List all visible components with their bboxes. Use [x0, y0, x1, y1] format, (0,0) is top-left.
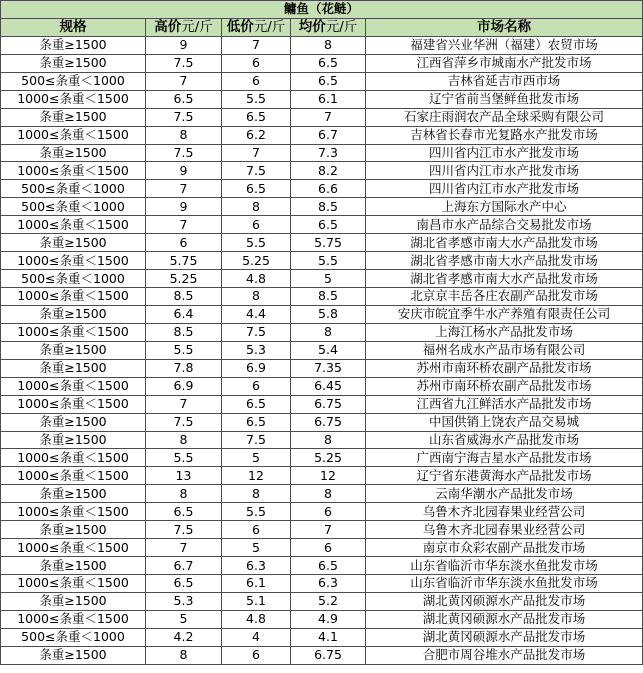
table-row [1, 359, 643, 377]
low-price-cell: 5 [222, 449, 291, 467]
low-price-cell: 5.3 [222, 341, 291, 359]
high-price-cell: 8 [146, 126, 222, 144]
spec-cell: 1000≤条重＜1500 [1, 288, 146, 306]
low-price-cell: 6 [222, 521, 291, 539]
high-price-cell: 7.5 [146, 413, 222, 431]
low-price-cell: 4 [222, 628, 291, 646]
low-price-cell: 6.2 [222, 126, 291, 144]
low-price-cell: 6 [222, 72, 291, 90]
spec-cell: 条重≥1500 [1, 234, 146, 252]
high-price-cell: 4.2 [146, 628, 222, 646]
table-row [1, 234, 643, 252]
high-price-cell: 5.5 [146, 341, 222, 359]
header-low-price-label: 低价 [226, 19, 254, 36]
avg-price-cell: 6 [291, 503, 366, 521]
header-market: 市场名称 [366, 18, 643, 36]
table-row [1, 305, 643, 323]
avg-price-cell: 6.75 [291, 413, 366, 431]
spec-cell: 1000≤条重＜1500 [1, 449, 146, 467]
high-price-cell: 9 [146, 162, 222, 180]
low-price-cell: 5.5 [222, 234, 291, 252]
low-price-cell: 6.5 [222, 108, 291, 126]
header-low-price [222, 18, 291, 36]
low-price-cell: 7 [222, 144, 291, 162]
high-price-cell: 8 [146, 485, 222, 503]
high-price-cell: 7.5 [146, 54, 222, 72]
table-row [1, 36, 643, 54]
market-name-cell: 合肥市周谷堆水产品批发市场 [366, 646, 643, 664]
header-high-price-label: 高价 [154, 19, 182, 36]
spec-cell: 500≤条重＜1000 [1, 198, 146, 216]
table-row [1, 485, 643, 503]
high-price-cell: 13 [146, 467, 222, 485]
market-name-cell: 湖北省孝感市南大水产品批发市场 [366, 270, 643, 288]
market-name-cell: 南昌市水产品综合交易批发市场 [366, 216, 643, 234]
spec-cell: 1000≤条重＜1500 [1, 377, 146, 395]
table-row [1, 180, 643, 198]
market-name-cell: 山东省临沂市华东淡水鱼批发市场 [366, 575, 643, 593]
title-row [1, 1, 643, 19]
avg-price-cell: 4.1 [291, 628, 366, 646]
high-price-cell: 5.75 [146, 252, 222, 270]
avg-price-cell: 8.2 [291, 162, 366, 180]
table-row [1, 431, 643, 449]
market-name-cell: 湖北黄冈硕源水产品批发市场 [366, 592, 643, 610]
low-price-cell: 6.9 [222, 359, 291, 377]
market-name-cell: 福州名成水产品市场有限公司 [366, 341, 643, 359]
avg-price-cell: 6.45 [291, 377, 366, 395]
low-price-cell: 12 [222, 467, 291, 485]
low-price-cell: 6.3 [222, 557, 291, 575]
spec-cell: 1000≤条重＜1500 [1, 575, 146, 593]
avg-price-cell: 5.5 [291, 252, 366, 270]
high-price-cell: 6.5 [146, 503, 222, 521]
low-price-cell: 5.5 [222, 90, 291, 108]
high-price-cell: 8 [146, 431, 222, 449]
header-avg-price-unit: 元/斤 [325, 19, 358, 36]
high-price-cell: 7.8 [146, 359, 222, 377]
spec-cell: 1000≤条重＜1500 [1, 503, 146, 521]
spec-cell: 1000≤条重＜1500 [1, 323, 146, 341]
header-low-price-unit: 元/斤 [253, 19, 286, 36]
market-name-cell: 江西省九江鲜活水产品批发市场 [366, 395, 643, 413]
market-name-cell: 苏州市南环桥农副产品批发市场 [366, 377, 643, 395]
market-name-cell: 中国供销上饶农产品交易城 [366, 413, 643, 431]
table-row [1, 503, 643, 521]
spec-cell: 500≤条重＜1000 [1, 270, 146, 288]
low-price-cell: 5 [222, 539, 291, 557]
spec-cell: 条重≥1500 [1, 646, 146, 664]
low-price-cell: 4.8 [222, 270, 291, 288]
spec-cell: 条重≥1500 [1, 36, 146, 54]
table-row [1, 646, 643, 664]
market-name-cell: 吉林省延吉市西市场 [366, 72, 643, 90]
high-price-cell: 5.3 [146, 592, 222, 610]
high-price-cell: 5.25 [146, 270, 222, 288]
low-price-cell: 7.5 [222, 323, 291, 341]
high-price-cell: 7.5 [146, 521, 222, 539]
low-price-cell: 7.5 [222, 162, 291, 180]
market-name-cell: 四川省内江市水产批发市场 [366, 180, 643, 198]
table-row [1, 323, 643, 341]
market-name-cell: 吉林省长春市光复路水产批发市场 [366, 126, 643, 144]
market-name-cell: 辽宁省前当堡鲜鱼批发市场 [366, 90, 643, 108]
table-row [1, 539, 643, 557]
market-name-cell: 广西南宁海吉星水产品批发市场 [366, 449, 643, 467]
table-row [1, 449, 643, 467]
table-row [1, 72, 643, 90]
low-price-cell: 6.5 [222, 395, 291, 413]
avg-price-cell: 7.3 [291, 144, 366, 162]
high-price-cell: 7 [146, 216, 222, 234]
market-name-cell: 湖北省孝感市南大水产品批发市场 [366, 234, 643, 252]
high-price-cell: 6.5 [146, 90, 222, 108]
spec-cell: 条重≥1500 [1, 359, 146, 377]
low-price-cell: 6 [222, 646, 291, 664]
market-name-cell: 辽宁省东港黄海水产品批发市场 [366, 467, 643, 485]
market-name-cell: 南京市众彩农副产品批发市场 [366, 539, 643, 557]
low-price-cell: 8 [222, 288, 291, 306]
header-avg-price [291, 18, 366, 36]
table-row [1, 216, 643, 234]
table-row [1, 628, 643, 646]
spec-cell: 条重≥1500 [1, 413, 146, 431]
avg-price-cell: 6.5 [291, 557, 366, 575]
avg-price-cell: 6.5 [291, 54, 366, 72]
high-price-cell: 6.5 [146, 575, 222, 593]
avg-price-cell: 7 [291, 521, 366, 539]
table-row [1, 90, 643, 108]
avg-price-cell: 8 [291, 323, 366, 341]
table-row [1, 413, 643, 431]
avg-price-cell: 5 [291, 270, 366, 288]
table-row [1, 54, 643, 72]
high-price-cell: 9 [146, 198, 222, 216]
low-price-cell: 5.5 [222, 503, 291, 521]
header-row [1, 18, 643, 36]
market-name-cell: 石家庄雨润农产品全球采购有限公司 [366, 108, 643, 126]
table-row [1, 610, 643, 628]
table-row [1, 198, 643, 216]
table-row [1, 557, 643, 575]
high-price-cell: 8.5 [146, 288, 222, 306]
table-row [1, 144, 643, 162]
spec-cell: 1000≤条重＜1500 [1, 162, 146, 180]
low-price-cell: 6.1 [222, 575, 291, 593]
spec-cell: 条重≥1500 [1, 144, 146, 162]
spec-cell: 条重≥1500 [1, 485, 146, 503]
market-name-cell: 安庆市皖宜季牛水产养殖有限责任公司 [366, 305, 643, 323]
high-price-cell: 7.5 [146, 144, 222, 162]
table-row [1, 341, 643, 359]
market-name-cell: 山东省威海水产品批发市场 [366, 431, 643, 449]
spec-cell: 条重≥1500 [1, 521, 146, 539]
table-row [1, 126, 643, 144]
spec-cell: 条重≥1500 [1, 305, 146, 323]
market-name-cell: 福建省兴业华洲（福建）农贸市场 [366, 36, 643, 54]
spec-cell: 500≤条重＜1000 [1, 628, 146, 646]
market-name-cell: 北京京丰岳各庄农副产品批发市场 [366, 288, 643, 306]
avg-price-cell: 5.25 [291, 449, 366, 467]
table-title: 鳙鱼（花鲢） [1, 1, 643, 19]
low-price-cell: 4.8 [222, 610, 291, 628]
table-row [1, 288, 643, 306]
avg-price-cell: 6.5 [291, 216, 366, 234]
spec-cell: 1000≤条重＜1500 [1, 126, 146, 144]
spec-cell: 500≤条重＜1000 [1, 72, 146, 90]
header-high-price [146, 18, 222, 36]
low-price-cell: 8 [222, 198, 291, 216]
spec-cell: 条重≥1500 [1, 557, 146, 575]
low-price-cell: 4.4 [222, 305, 291, 323]
avg-price-cell: 6.3 [291, 575, 366, 593]
low-price-cell: 6 [222, 377, 291, 395]
market-name-cell: 乌鲁木齐北园春果业经营公司 [366, 503, 643, 521]
high-price-cell: 5 [146, 610, 222, 628]
avg-price-cell: 6.6 [291, 180, 366, 198]
table-row [1, 575, 643, 593]
table-row [1, 377, 643, 395]
avg-price-cell: 4.9 [291, 610, 366, 628]
avg-price-cell: 7 [291, 108, 366, 126]
table-row [1, 252, 643, 270]
table-row [1, 521, 643, 539]
spec-cell: 1000≤条重＜1500 [1, 539, 146, 557]
avg-price-cell: 7.35 [291, 359, 366, 377]
low-price-cell: 7 [222, 36, 291, 54]
market-name-cell: 山东省临沂市华东淡水鱼批发市场 [366, 557, 643, 575]
avg-price-cell: 8 [291, 485, 366, 503]
avg-price-cell: 6.75 [291, 646, 366, 664]
avg-price-cell: 5.75 [291, 234, 366, 252]
market-name-cell: 乌鲁木齐北园春果业经营公司 [366, 521, 643, 539]
table-row [1, 108, 643, 126]
high-price-cell: 7 [146, 72, 222, 90]
high-price-cell: 8 [146, 646, 222, 664]
avg-price-cell: 5.4 [291, 341, 366, 359]
spec-cell: 条重≥1500 [1, 341, 146, 359]
avg-price-cell: 6 [291, 539, 366, 557]
high-price-cell: 7 [146, 180, 222, 198]
market-name-cell: 四川省内江市水产批发市场 [366, 144, 643, 162]
avg-price-cell: 8 [291, 36, 366, 54]
avg-price-cell: 6.5 [291, 72, 366, 90]
avg-price-cell: 12 [291, 467, 366, 485]
spec-cell: 条重≥1500 [1, 592, 146, 610]
low-price-cell: 6 [222, 216, 291, 234]
high-price-cell: 6 [146, 234, 222, 252]
table-row [1, 467, 643, 485]
table-row [1, 592, 643, 610]
header-spec: 规格 [1, 18, 146, 36]
avg-price-cell: 8 [291, 431, 366, 449]
high-price-cell: 7 [146, 539, 222, 557]
spec-cell: 1000≤条重＜1500 [1, 610, 146, 628]
high-price-cell: 5.5 [146, 449, 222, 467]
high-price-cell: 8.5 [146, 323, 222, 341]
market-name-cell: 湖北省孝感市南大水产品批发市场 [366, 252, 643, 270]
spec-cell: 1000≤条重＜1500 [1, 90, 146, 108]
low-price-cell: 5.1 [222, 592, 291, 610]
spec-cell: 条重≥1500 [1, 108, 146, 126]
market-name-cell: 苏州市南环桥农副产品批发市场 [366, 359, 643, 377]
table-body [1, 36, 643, 664]
market-name-cell: 上海东方国际水产中心 [366, 198, 643, 216]
market-name-cell: 湖北黄冈硕源水产品批发市场 [366, 610, 643, 628]
header-avg-price-label: 均价 [298, 19, 326, 36]
spec-cell: 1000≤条重＜1500 [1, 395, 146, 413]
avg-price-cell: 8.5 [291, 198, 366, 216]
market-name-cell: 云南华潮水产品批发市场 [366, 485, 643, 503]
market-name-cell: 上海江杨水产品批发市场 [366, 323, 643, 341]
low-price-cell: 6 [222, 54, 291, 72]
high-price-cell: 6.9 [146, 377, 222, 395]
low-price-cell: 6.5 [222, 413, 291, 431]
high-price-cell: 6.4 [146, 305, 222, 323]
table-row [1, 162, 643, 180]
avg-price-cell: 5.2 [291, 592, 366, 610]
table-row [1, 270, 643, 288]
spec-cell: 条重≥1500 [1, 431, 146, 449]
spec-cell: 1000≤条重＜1500 [1, 216, 146, 234]
table-row [1, 395, 643, 413]
spec-cell: 500≤条重＜1000 [1, 180, 146, 198]
avg-price-cell: 6.75 [291, 395, 366, 413]
low-price-cell: 5.25 [222, 252, 291, 270]
high-price-cell: 7.5 [146, 108, 222, 126]
low-price-cell: 8 [222, 485, 291, 503]
low-price-cell: 6.5 [222, 180, 291, 198]
spec-cell: 条重≥1500 [1, 54, 146, 72]
avg-price-cell: 8.5 [291, 288, 366, 306]
avg-price-cell: 6.7 [291, 126, 366, 144]
market-name-cell: 四川省内江市水产批发市场 [366, 162, 643, 180]
low-price-cell: 7.5 [222, 431, 291, 449]
spec-cell: 1000≤条重＜1500 [1, 252, 146, 270]
market-name-cell: 湖北黄冈硕源水产品批发市场 [366, 628, 643, 646]
header-high-price-unit: 元/斤 [181, 19, 213, 36]
high-price-cell: 9 [146, 36, 222, 54]
high-price-cell: 6.7 [146, 557, 222, 575]
market-name-cell: 江西省萍乡市城南水产批发市场 [366, 54, 643, 72]
spec-cell: 1000≤条重＜1500 [1, 467, 146, 485]
high-price-cell: 7 [146, 395, 222, 413]
avg-price-cell: 6.1 [291, 90, 366, 108]
avg-price-cell: 5.8 [291, 305, 366, 323]
